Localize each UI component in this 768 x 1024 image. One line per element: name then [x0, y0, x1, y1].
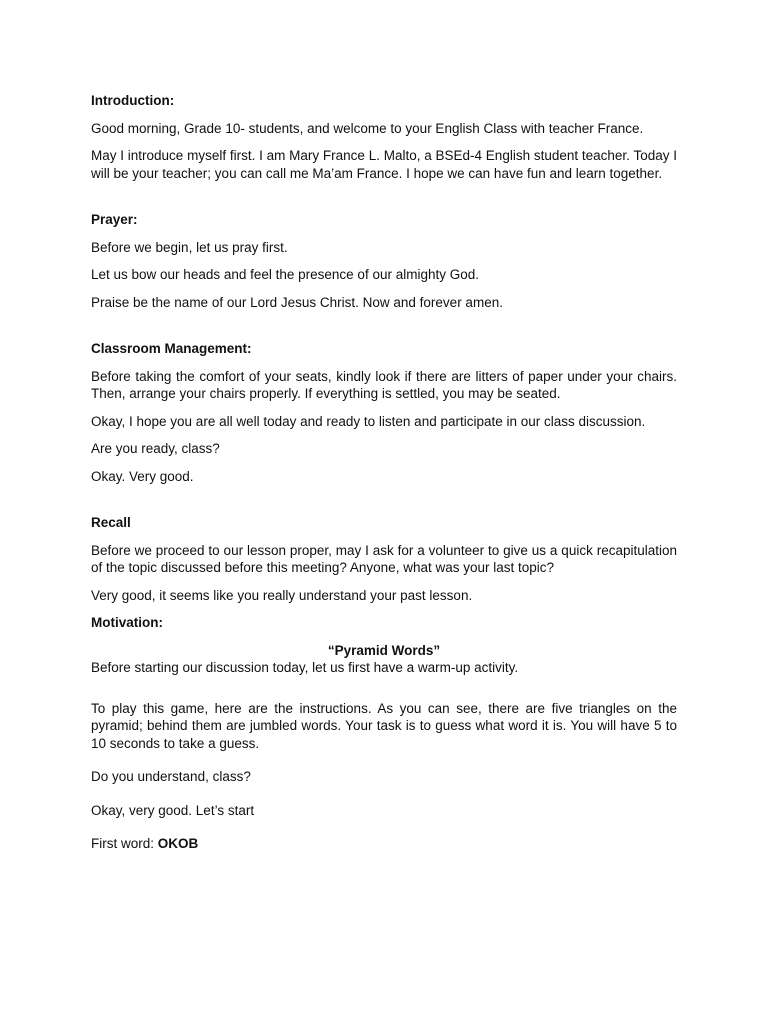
section-spacer [91, 495, 677, 514]
introduction-paragraph-2: May I introduce myself first. I am Mary France L. Malto, a BSEd-4 English student teacher. Today I will be your teacher; you can call me Ma’am France. I hope we can have fun and learn together. [91, 148, 677, 181]
section-spacer [91, 192, 677, 211]
section-spacer [91, 687, 677, 700]
motivation-heading: Motivation: [91, 615, 163, 630]
classroom-paragraph-4: Okay. Very good. [91, 468, 194, 484]
document-page [91, 92, 677, 863]
prayer-heading: Prayer: [91, 212, 138, 227]
section-spacer [91, 321, 677, 340]
prayer-paragraph-3: Praise be the name of our Lord Jesus Christ. Now and forever amen. [91, 294, 503, 310]
recall-heading: Recall [91, 515, 131, 530]
classroom-management-heading: Classroom Management: [91, 341, 252, 356]
activity-title: “Pyramid Words” [327, 642, 441, 658]
classroom-paragraph-3: Are you ready, class? [91, 441, 220, 456]
motivation-paragraph-2: To play this game, here are the instructions. As you can see, there are five triangles on the pyramid; behind them are jumbled words. Your task is to guess what word it is. You will have 5 to 10 seconds to take a guess. [91, 700, 677, 751]
prayer-paragraph-1: Before we begin, let us pray first. [91, 239, 288, 255]
recall-paragraph-2: Very good, it seems like you really understand your past lesson. [91, 587, 473, 603]
first-word-line [91, 835, 677, 853]
recall-paragraph-1: Before we proceed to our lesson proper, may I ask for a volunteer to give us a quick recapitulation of the topic discussed before this meeting? Anyone, what was your last topic? [91, 542, 677, 575]
motivation-paragraph-1: Before starting our discussion today, let us first have a warm-up activity. [91, 660, 519, 675]
motivation-paragraph-4: Okay, very good. Let’s start [91, 802, 255, 818]
first-word-label: First word: [91, 836, 158, 851]
first-word-value: OKOB [157, 836, 199, 851]
introduction-paragraph-1: Good morning, Grade 10- students, and welcome to your English Class with teacher France. [91, 120, 644, 136]
motivation-paragraph-3: Do you understand, class? [91, 769, 251, 784]
prayer-paragraph-2: Let us bow our heads and feel the presence of our almighty God. [91, 267, 479, 282]
classroom-paragraph-1: Before taking the comfort of your seats, kindly look if there are litters of paper under your chairs. Then, arrange your chairs properly. If everything is settled, you may be seated. [91, 368, 677, 401]
classroom-paragraph-2: Okay, I hope you are all well today and ready to listen and participate in our class discussion. [91, 413, 646, 429]
introduction-heading: Introduction: [91, 93, 175, 108]
